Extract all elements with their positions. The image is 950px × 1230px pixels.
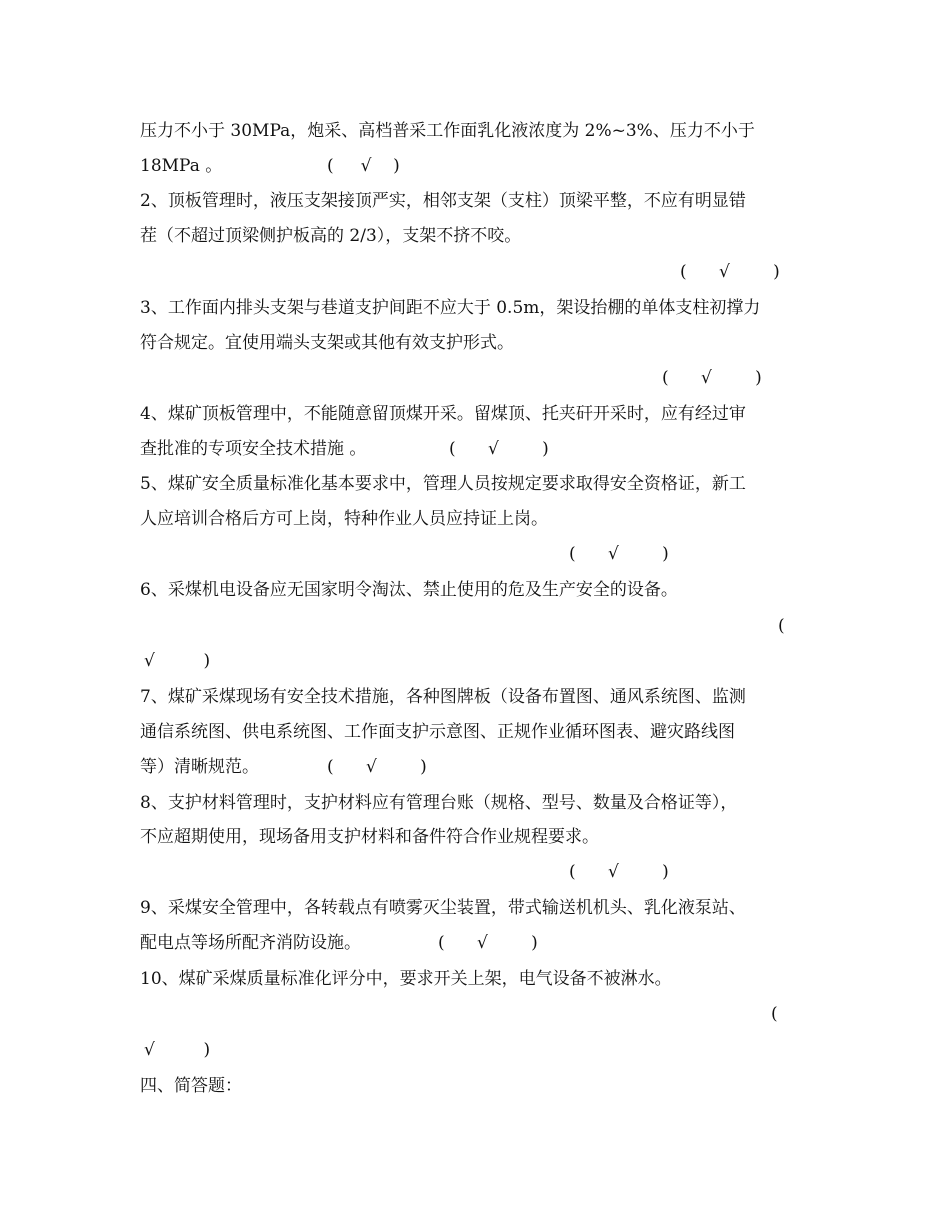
answer-mark: ( √ ) (438, 933, 538, 953)
answer-mark: ( (778, 616, 785, 636)
answer-mark: ( √ ) (569, 862, 669, 882)
answer-mark: ( √ ) (327, 757, 427, 777)
question-5: 5、煤矿安全质量标准化基本要求中，管理人员按规定要求取得安全资格证，新工 (140, 474, 746, 494)
question-6: 6、采煤机电设备应无国家明令淘汰、禁止使用的危及生产安全的设备。 (140, 580, 678, 600)
answer-mark: ( √ ) (680, 262, 780, 282)
answer-mark: √ ) (144, 651, 211, 671)
text-line: 符合规定。宜使用端头支架或其他有效支护形式。 (140, 333, 514, 353)
question-9: 9、采煤安全管理中，各转载点有喷雾灭尘装置，带式输送机机头、乳化液泵站、 (140, 898, 746, 918)
question-2: 2、顶板管理时，液压支架接顶严实，相邻支架（支柱）顶梁平整，不应有明显错 (140, 191, 746, 211)
text-line: 不应超期使用，现场备用支护材料和备件符合作业规程要求。 (140, 827, 599, 847)
text-line: 茬（不超过顶梁侧护板高的 2/3），支架不挤不咬。 (140, 226, 522, 246)
question-8: 8、支护材料管理时，支护材料应有管理台账（规格、型号、数量及合格证等）， (140, 793, 738, 813)
text-line: 查批准的专项安全技术措施 。 (140, 439, 367, 459)
section-heading: 四、简答题： (140, 1076, 242, 1096)
text-line: 配电点等场所配齐消防设施。 (140, 933, 361, 953)
answer-mark: ( √ ) (327, 156, 400, 176)
question-3: 3、工作面内排头支架与巷道支护间距不应大于 0.5m，架设抬棚的单体支柱初撑力 (140, 298, 761, 318)
question-10: 10、煤矿采煤质量标准化评分中，要求开关上架，电气设备不被淋水。 (140, 969, 672, 989)
question-4: 4、煤矿顶板管理中，不能随意留顶煤开采。留煤顶、托夹矸开采时，应有经过审 (140, 404, 746, 424)
answer-mark: ( √ ) (662, 368, 762, 388)
text-line: 18MPa 。 (140, 156, 223, 176)
text-line: 人应培训合格后方可上岗，特种作业人员应持证上岗。 (140, 509, 548, 529)
answer-mark: ( (771, 1004, 778, 1024)
answer-mark: √ ) (144, 1040, 211, 1060)
text-line: 压力不小于 30MPa，炮采、高档普采工作面乳化液浓度为 2%~3%、压力不小于 (140, 121, 755, 141)
question-7: 7、煤矿采煤现场有安全技术措施，各种图牌板（设备布置图、通风系统图、监测 (140, 687, 746, 707)
answer-mark: ( √ ) (449, 439, 549, 459)
answer-mark: ( √ ) (569, 544, 669, 564)
text-line: 等）清晰规范。 (140, 757, 259, 777)
text-line: 通信系统图、供电系统图、工作面支护示意图、正规作业循环图表、避灾路线图 (140, 722, 735, 742)
